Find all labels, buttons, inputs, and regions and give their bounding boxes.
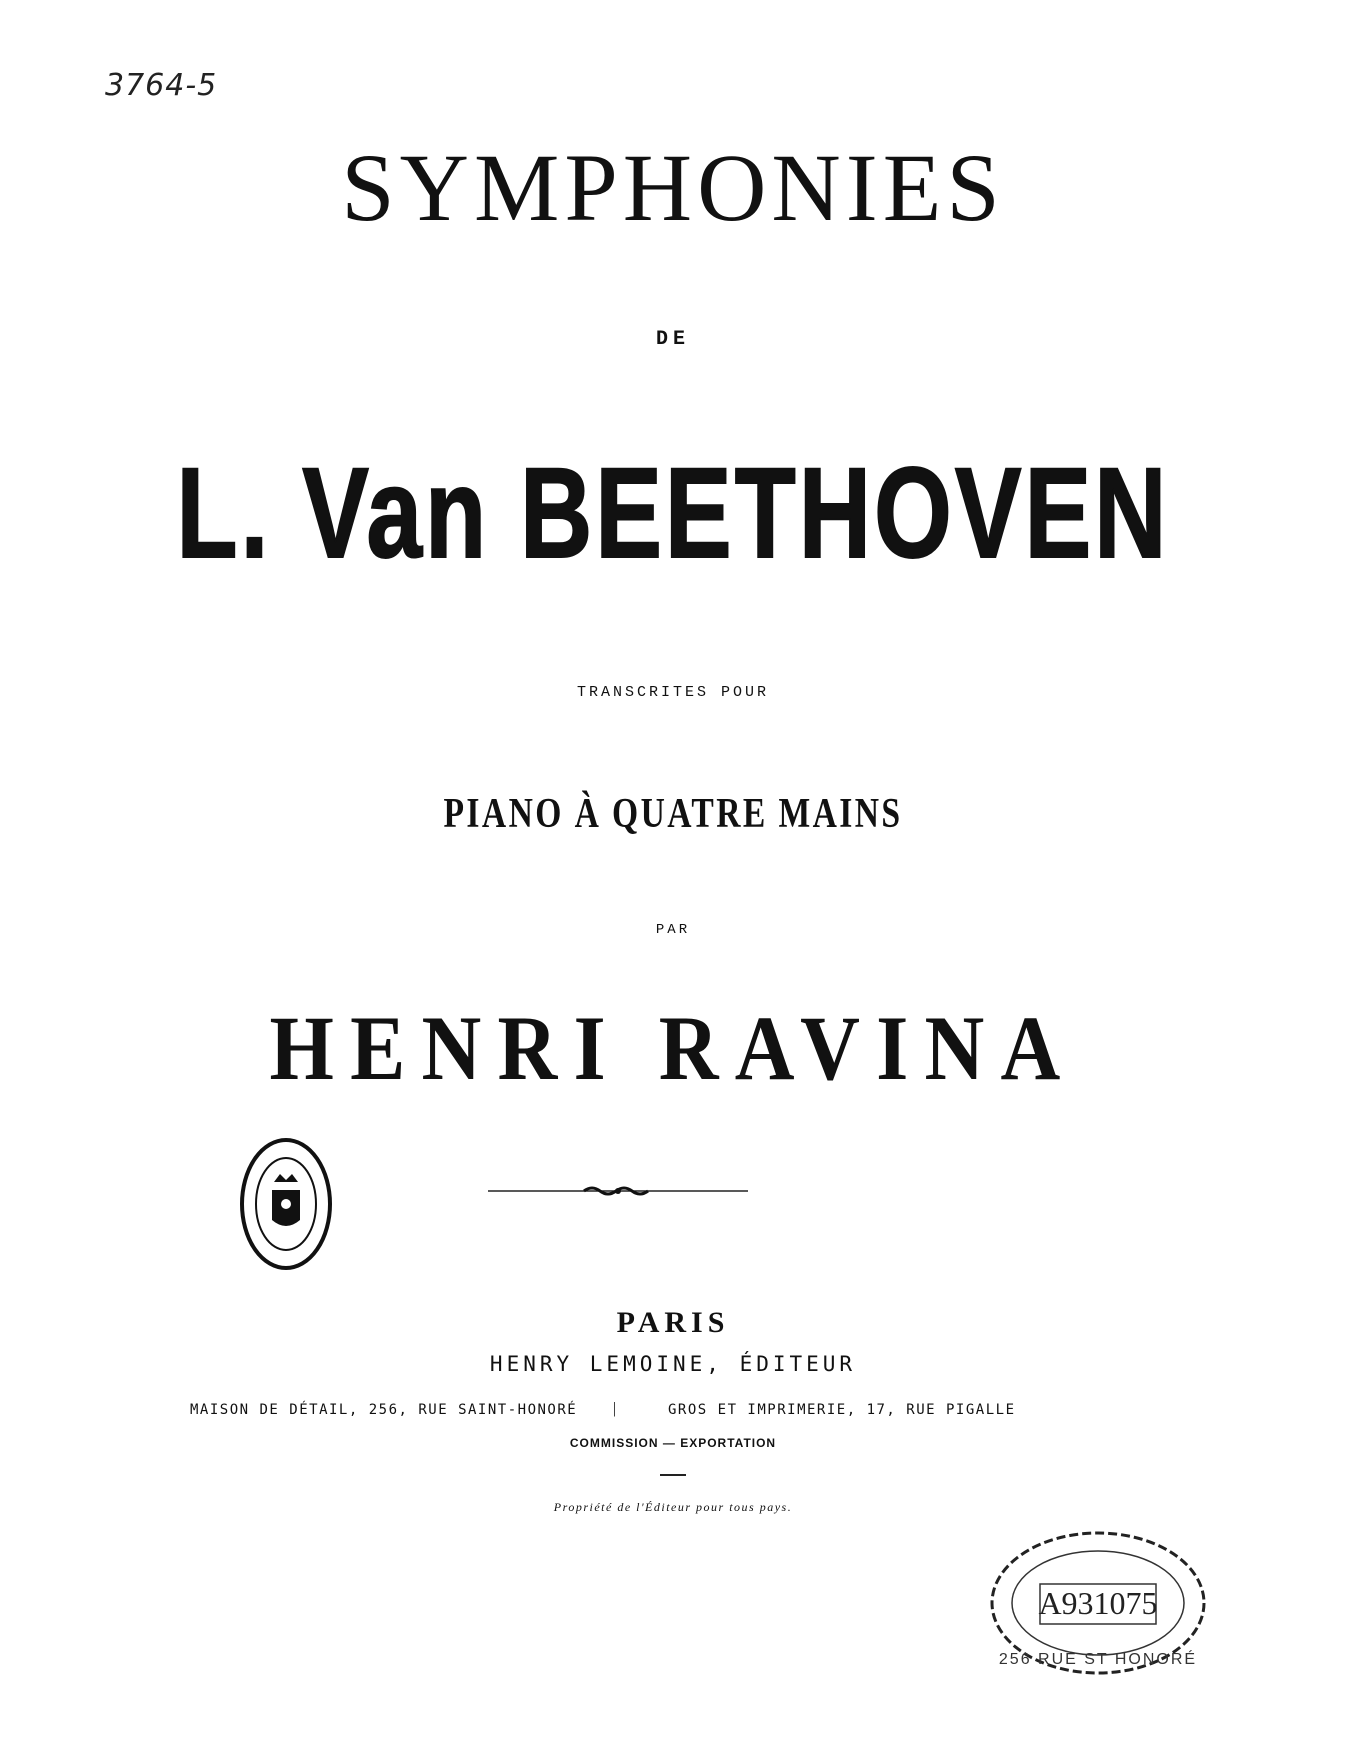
composer-name: L. Van BEETHOVEN: [176, 442, 1170, 585]
library-seal: [240, 1138, 332, 1270]
imprint-publisher: HENRY LEMOINE, ÉDITEUR: [489, 1352, 857, 1376]
preposition-de: DE: [655, 328, 690, 351]
publisher-stamp: [988, 1528, 1208, 1678]
short-rule: [660, 1474, 686, 1476]
imprint-address-retail: MAISON DE DÉTAIL, 256, RUE SAINT-HONORÉ: [190, 1402, 578, 1418]
imprint-city: PARIS: [616, 1306, 730, 1339]
imprint-commerce: COMMISSION — EXPORTATION: [569, 1436, 777, 1450]
imprint-address-wholesale: GROS ET IMPRIMERIE, 17, RUE PIGALLE: [668, 1402, 1016, 1418]
arranger-name: HENRI RAVINA: [269, 997, 1077, 1099]
ornamental-rule: [488, 1180, 748, 1202]
shelfmark-handwritten: 3764-5: [105, 68, 218, 103]
page-title: SYMPHONIES: [341, 134, 1005, 241]
rights-notice: Propriété de l'Éditeur pour tous pays.: [553, 1500, 793, 1514]
publisher-stamp-number: A931075: [1038, 1585, 1158, 1621]
imprint-separator: |: [613, 1400, 617, 1417]
instrumentation: PIANO À QUATRE MAINS: [443, 791, 903, 837]
preposition-par: PAR: [655, 922, 691, 938]
publisher-stamp-address: 256 RUE ST HONORÉ: [998, 1651, 1198, 1668]
transcription-note: TRANSCRITES POUR: [576, 684, 770, 701]
